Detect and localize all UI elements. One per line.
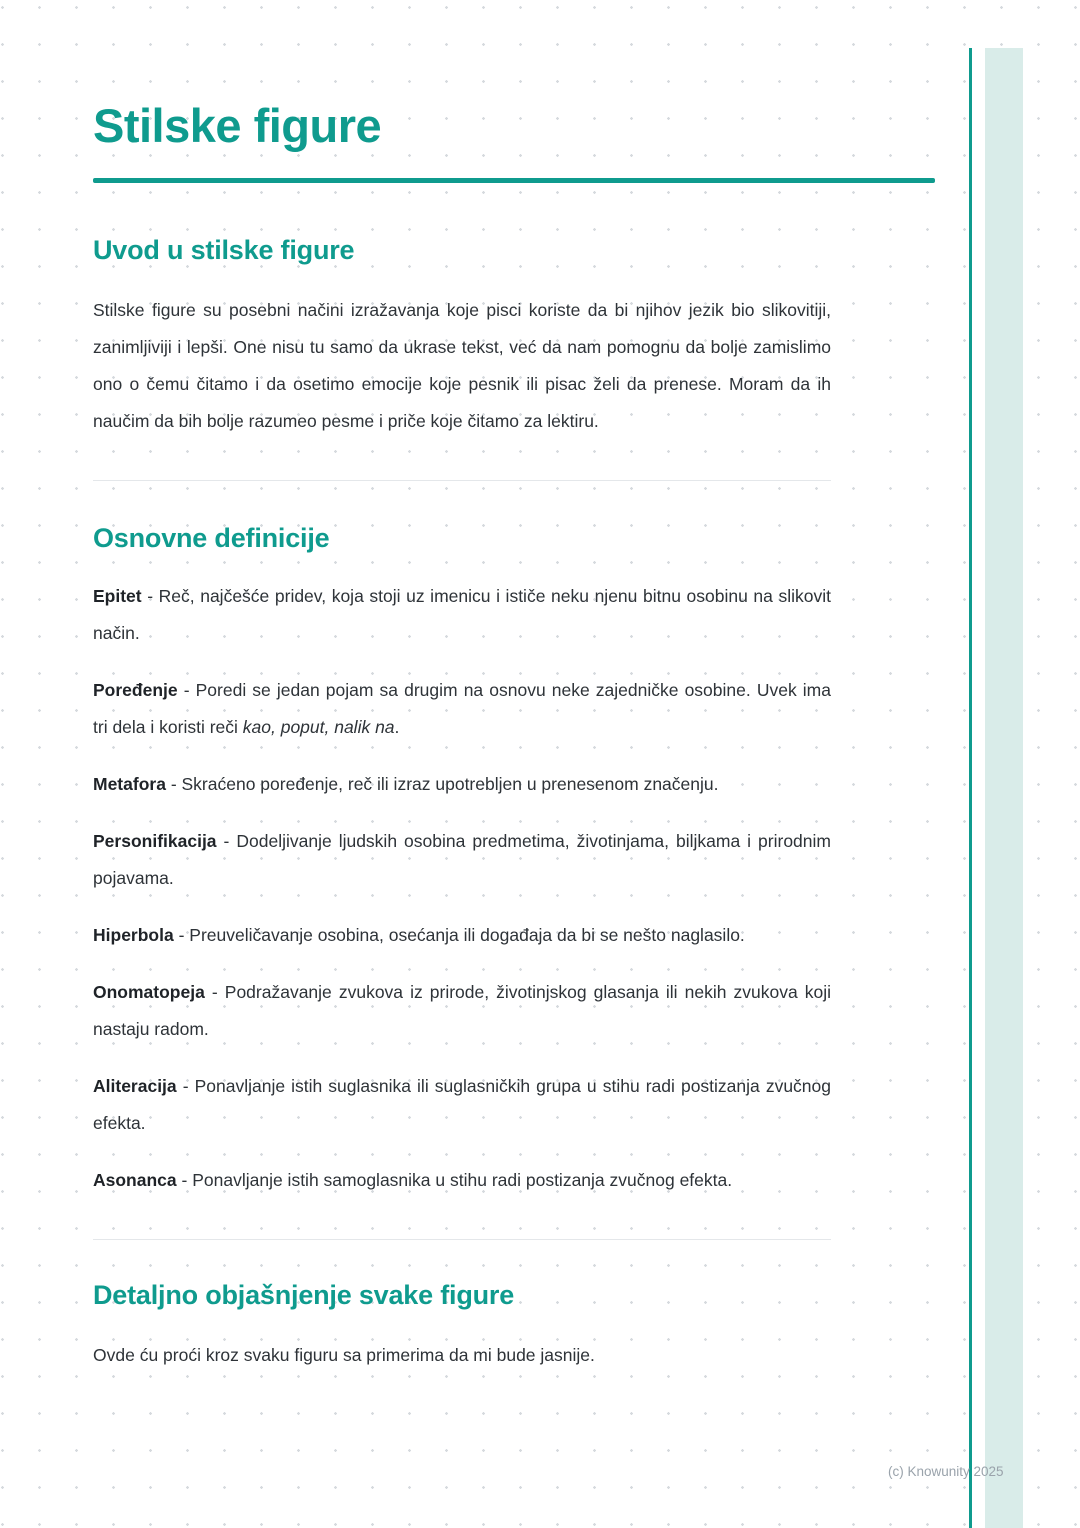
definition-term: Personifikacija <box>93 830 217 851</box>
definition-item <box>93 578 831 652</box>
document-content <box>93 0 935 1374</box>
definitions-list <box>93 578 831 1199</box>
definition-text: - Dodeljivanje ljudskih osobina predmetima, životinjama, biljkama i prirodnim pojavama. <box>93 830 831 888</box>
definition-term: Aliteracija <box>93 1075 177 1096</box>
right-accent-band <box>985 48 1023 1528</box>
definition-item <box>93 974 831 1048</box>
title-underline-rule <box>93 178 935 183</box>
definition-term: Epitet <box>93 585 142 606</box>
section-heading-details: Detaljno objašnjenje svake figure <box>93 1279 515 1310</box>
definition-term: Metafora <box>93 773 166 794</box>
details-paragraph: Ovde ću proći kroz svaku figuru sa primerima da mi bude jasnije. <box>93 1344 595 1365</box>
definition-text: - Preuveličavanje osobina, osećanja ili događaja da bi se nešto naglasilo. <box>178 924 745 945</box>
definition-item <box>93 1068 831 1142</box>
section-heading-intro: Uvod u stilske figure <box>93 234 355 265</box>
definition-text: - Ponavljanje istih suglasnika ili suglasničkih grupa u stihu radi postizanja zvučnog efekta. <box>93 1075 831 1133</box>
section-heading-definitions: Osnovne definicije <box>93 522 330 553</box>
section-divider <box>93 1239 831 1240</box>
definition-item <box>93 672 831 746</box>
right-accent-line <box>969 48 972 1528</box>
definition-text: - Skraćeno poređenje, reč ili izraz upotrebljen u prenesenom značenju. <box>170 773 719 794</box>
section-divider <box>93 480 831 481</box>
definition-italic-examples: kao, poput, nalik na <box>242 716 395 737</box>
copyright-note: (c) Knowunity 2025 <box>888 1464 1004 1479</box>
definition-term: Asonanca <box>93 1169 177 1190</box>
definition-item <box>93 766 831 803</box>
definition-text-suffix: . <box>394 716 400 737</box>
definition-term: Onomatopeja <box>93 981 205 1002</box>
definition-text: - Poredi se jedan pojam sa drugim na osnovu neke zajedničke osobine. Uvek ima tri dela i koristi reči <box>93 679 831 737</box>
intro-paragraph: Stilske figure su posebni načini izražavanja koje pisci koriste da bi njihov jezik bio slikovitiji, zanimljiviji i lepši. One nisu tu samo da ukrase tekst, već da nam pomognu da bolje zamislimo ono o čemu čitamo i da osetimo emocije koje pesnik ili pisac želi da prenese. Moram da ih naučim da bih bolje razumeo pesme i priče koje čitamo za lektiru. <box>93 299 831 431</box>
definition-text: - Podražavanje zvukova iz prirode, životinjskog glasanja ili nekih zvukova koji nastaju radom. <box>93 981 831 1039</box>
definition-term: Poređenje <box>93 679 178 700</box>
text-column <box>93 235 831 1374</box>
definition-item <box>93 917 831 954</box>
definition-item <box>93 1162 831 1199</box>
page-title: Stilske figure <box>93 99 382 152</box>
definition-text: - Ponavljanje istih samoglasnika u stihu radi postizanja zvučnog efekta. <box>181 1169 733 1190</box>
definition-term: Hiperbola <box>93 924 174 945</box>
definition-item <box>93 823 831 897</box>
definition-text: - Reč, najčešće pridev, koja stoji uz imenicu i ističe neku njenu bitnu osobinu na slikovit način. <box>93 585 831 643</box>
